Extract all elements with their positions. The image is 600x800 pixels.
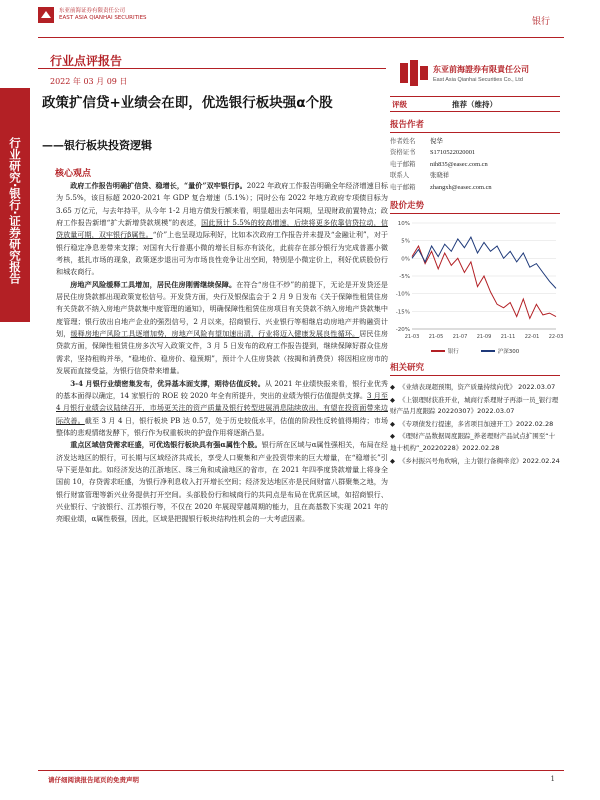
brand-name-en: East Asia Qianhai Securities Co., Ltd bbox=[433, 76, 523, 83]
info-row: 电子邮箱 zhangxh@easec.com.cn bbox=[390, 182, 492, 191]
legend-item: 银行 bbox=[431, 347, 459, 355]
author-heading: 报告作者 bbox=[390, 120, 425, 130]
company-logo-icon bbox=[38, 7, 54, 23]
y-tick-label: -20% bbox=[395, 326, 410, 333]
company-name-cn: 东亚前海证券有限责任公司 bbox=[59, 8, 126, 14]
author-divider bbox=[390, 132, 560, 133]
related-divider bbox=[390, 375, 560, 376]
top-logo bbox=[38, 7, 147, 23]
x-tick-label: 21-11 bbox=[500, 333, 516, 340]
y-tick-label: 0% bbox=[401, 256, 410, 263]
chart-divider bbox=[390, 213, 560, 214]
related-item[interactable]: ◆ 《业绩表现超预期，资产质量持续向优》 2022.03.07 bbox=[390, 382, 556, 391]
x-tick-label: 21-05 bbox=[428, 333, 444, 340]
author-info bbox=[390, 136, 560, 193]
report-date: 2022 年 03 月 09 日 bbox=[50, 77, 128, 86]
related-heading: 相关研究 bbox=[390, 362, 425, 373]
report-title: 政策扩信贷+业绩会在即，优选银行板块强α个股 bbox=[42, 95, 333, 111]
y-tick-label: -10% bbox=[395, 291, 410, 298]
report-body bbox=[56, 180, 388, 526]
report-type: 行业点评报告 bbox=[50, 54, 123, 68]
industry-category: 银行 bbox=[531, 17, 550, 27]
section-heading: 核心观点 bbox=[55, 169, 92, 179]
x-tick-label: 21-07 bbox=[452, 333, 468, 340]
legend-item: 沪深300 bbox=[481, 347, 520, 355]
company-name-en: EAST ASIA QIANHAI SECURITIES bbox=[59, 15, 147, 21]
rating-label: 评级 bbox=[392, 99, 407, 109]
x-tick-label: 22-03 bbox=[548, 333, 564, 340]
paragraph: 房地产风险缓释工具增加，居民住房刚需继续保障。在符合“房住不炒”的前提下，无论是开发贷还是居民住房贷款都出现政策宽松信号。开发贷方面，央行及银保监会于 2 月 9 日发布《关于保障性租赁住房有关贷款不纳入房地产贷款集中度管理的通知》，明确保障性租赁住房项目有关贷款不纳入房地产贷款集中度管理；银行放出自地产企业的强烈信号，2 月以来，招商银行、兴业银行等相继启动房地产并购融资计划，缓释房地产风险工具逐增加势，房地产风险有望加速出清，行业将迈入健康发展良性循环。居民住房贷款方面，保障性租赁住房多次写入政策文件，3 月 5 日发布的政府工作报告提到，继续保障好群众住房需求，坚持租购并举，“稳地价、稳房价、稳预期”，预计个人住房贷款（按揭和消费贷）将因相应房市的发展而直接受益，为银行信贷带来增量。 bbox=[56, 279, 389, 376]
y-tick-label: -15% bbox=[395, 309, 410, 316]
paragraph: 重点区域信贷需求旺盛，可优选银行板块具有强α属性个股。银行所在区域与α属性强相关，布局在经济发达地区的银行，可长期与区域经济共成长，享受人口聚集和产业投资带来的巨大增量，在“稳增长”引导下更是如此。如经济发达的江浙地区、珠三角和成渝地区的省市，在 2021 年四季度贷款增量上将身全国前 10，存贷需求旺盛，为银行净利息收入打开增长空间；经济发达地区亦是民间财富八群聚集之地，为银行财富管理等新兴业务提供打开空间。头部股份行和城商行的共同点是布局在优质区域，如招商银行、兴业银行、宁波银行、江苏银行等，不仅在 2020 年展现穿越周期的能力，且在高基数下实现 2021 年的亮眼业绩，α属性极强，因此，区域是把握银行板块结构性机会的一大考虑因素。 bbox=[56, 440, 388, 524]
x-tick-label: 21-03 bbox=[404, 333, 420, 340]
related-list bbox=[390, 382, 560, 467]
series-line bbox=[412, 246, 556, 318]
rating-row bbox=[390, 96, 560, 112]
price-chart bbox=[390, 217, 564, 355]
info-row: 电子邮箱 nih835@easec.com.cn bbox=[390, 159, 488, 168]
brand-logo bbox=[400, 60, 529, 86]
info-row: 资格证书 S1710522020001 bbox=[390, 148, 476, 157]
x-tick-label: 22-01 bbox=[524, 333, 540, 340]
footer-divider bbox=[38, 770, 564, 771]
related-item[interactable]: ◆ 《专项债发行提速，多省项目加速开工》2022.02.28 bbox=[390, 419, 554, 428]
series-line bbox=[412, 237, 556, 288]
brand-logo-icon bbox=[400, 60, 428, 86]
info-row: 作者姓名 倪华 bbox=[390, 137, 443, 145]
paragraph: 3-4 月银行业绩密集发布，优异基本面支撑，期待估值反转。从 2021 年业绩快报来看，银行业优秀的基本面得以确定，14 家银行的 ROE 较 2020 年全有所提升，突出的业绩为银行估值提供支撑。3 月至 4 月银行业绩会议陆续召开，市场更关注的资产质量及银行转型进展消息陆续放出，有望在投资面带来边际改善。截至 3 月 4 日，银行板块 PB 达 0.57，处于历史较低水平，估值的阶段性反转值得期待；市场整体的悲观情绪发酵下，银行作为权重板块的护盘作用将逐渐凸显。 bbox=[56, 378, 389, 437]
y-tick-label: 10% bbox=[397, 220, 410, 227]
sidebar bbox=[390, 96, 564, 468]
header-divider bbox=[38, 37, 564, 38]
report-type-divider bbox=[38, 68, 386, 69]
report-subtitle: ——银行板块投资逻辑 bbox=[42, 139, 152, 152]
page-number: 1 bbox=[550, 775, 555, 783]
footer-disclaimer: 请仔细阅读报告尾页的免责声明 bbox=[48, 776, 139, 784]
info-row: 联系人 张晓祥 bbox=[390, 171, 450, 180]
side-band: 行业研究·银行·证券研究报告 bbox=[0, 88, 30, 322]
x-tick-label: 21-09 bbox=[476, 333, 492, 340]
related-item[interactable]: ◆ 《理财产品数据周度跟踪_养老理财产品试点扩围至“十地十机构”_20220228》2022.02.28 bbox=[390, 432, 556, 452]
brand-name-cn: 东亚前海證券有限責任公司 bbox=[433, 64, 529, 74]
chart-legend bbox=[390, 347, 560, 355]
price-chart-svg bbox=[390, 217, 564, 345]
y-tick-label: -5% bbox=[399, 273, 410, 280]
y-tick-label: 5% bbox=[401, 238, 410, 245]
related-item[interactable]: ◆ 《乡村振兴号角吹响，主力银行备稠牵竞》2022.02.24 bbox=[390, 456, 560, 465]
paragraph: 政府工作报告明确扩信贷、稳增长，“量价”双牢银行β。2022 年政府工作报告明确全年经济增速目标为 5.5%，该目标超 2020-2021 年 GDP 复合增速（5.1%）；同时公布 2022 年地方政府专项债目标为 3.65 万亿元，与去年持平，从今年 1-2 月地方债发行额来看，明显超出去年同期，呈现财政前置特点；政府工作报告新增“扩大新增贷款规模”的表述，国此预计 5.5%的较高增速，后续将更多依靠信贷拉动，信贷放量可期，双牢银行β属性。“价”上也呈现边际利好，比如本次政府工作报告并未提及“金融让利”，对于银行稳定净息差带来支撑；对国有大行普惠小微的增长目标亦有淡化，此前存在部分银行为完成普惠小微考核，抵扎市场的现象，政策逐步退出可为市场良性竞争让出空间，特别是小微定价上，利好优质股份行和城农商行。 bbox=[56, 181, 388, 277]
chart-heading: 股价走势 bbox=[390, 200, 425, 211]
related-item[interactable]: ◆ 《上银理财获准开业，城商行系理财子再添一员_银行理财产品月度跟踪 20220307》2022.03.07 bbox=[390, 395, 559, 416]
rating-value: 推荐（维持） bbox=[452, 99, 497, 109]
